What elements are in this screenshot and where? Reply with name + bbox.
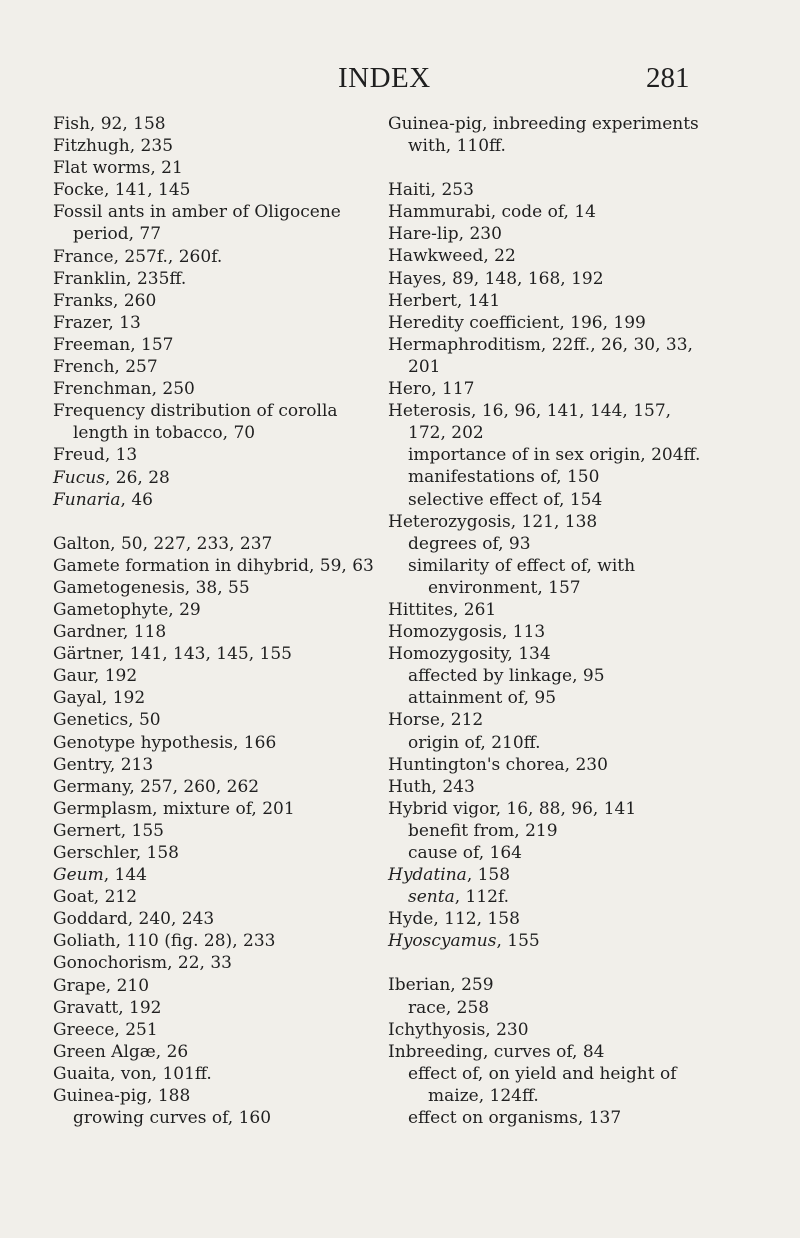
- index-subentry: [388, 886, 714, 908]
- index-entry: Freud, 13: [53, 445, 138, 466]
- index-entry: Genotype hypothesis, 166: [53, 732, 277, 753]
- index-entry: Flat worms, 21: [53, 158, 183, 179]
- index-entry: Haiti, 253: [388, 180, 474, 201]
- index-term-italic: Hyoscyamus: [388, 931, 497, 952]
- index-subentry: cause of, 164: [408, 843, 522, 863]
- letter-gap: [53, 511, 393, 533]
- index-entry: Fitzhugh, 235: [53, 136, 174, 157]
- index-pages: , 112f.: [454, 887, 510, 908]
- index-entry: Goat, 212: [53, 887, 138, 908]
- index-entry: Homozygosis, 113: [388, 622, 546, 643]
- index-entry: Ichythyosis, 230: [388, 1019, 529, 1040]
- index-entry: Franks, 260: [53, 290, 157, 311]
- index-subentry: effect on organisms, 137: [408, 1108, 622, 1129]
- index-subentry: manifestations of, 150: [408, 467, 600, 488]
- index-entry: Gamete formation in dihybrid, 59, 63: [53, 555, 374, 576]
- index-entry: Hawkweed, 22: [388, 246, 516, 267]
- index-entry: Guaita, von, 101ff.: [53, 1063, 212, 1084]
- index-entry: Gaur, 192: [53, 666, 138, 687]
- index-subentry: race, 258: [408, 997, 490, 1018]
- index-entry: Gametogenesis, 38, 55: [53, 577, 250, 598]
- index-entry: Gayal, 192: [53, 688, 146, 709]
- index-term-italic: Funaria: [53, 489, 121, 510]
- index-entry: [388, 864, 714, 886]
- index-subentry: selective effect of, 154: [408, 489, 603, 510]
- index-entry: Guinea-pig, inbreeding experiments with, 110ff.: [388, 114, 699, 157]
- index-term-italic: senta: [408, 887, 455, 908]
- index-entry: [53, 864, 393, 886]
- index-column-left: [53, 113, 393, 1129]
- index-entry: Hyde, 112, 158: [388, 909, 520, 930]
- index-subentry: degrees of, 93: [408, 533, 531, 554]
- index-entry: Genetics, 50: [53, 710, 161, 731]
- index-entry: Hammurabi, code of, 14: [388, 202, 597, 223]
- letter-gap: [388, 952, 714, 974]
- index-entry: Heterozygosis, 121, 138: [388, 511, 598, 532]
- index-entry: Gentry, 213: [53, 754, 154, 775]
- index-entry: Gardner, 118: [53, 622, 167, 643]
- page-number: 281: [646, 62, 690, 94]
- index-entry: Freeman, 157: [53, 334, 174, 355]
- index-entry: Frazer, 13: [53, 312, 141, 333]
- running-head: INDEX: [338, 62, 431, 94]
- index-entry: Frequency distribution of corolla length in tobacco, 70: [53, 401, 338, 444]
- index-entry: Hybrid vigor, 16, 88, 96, 141: [388, 798, 637, 819]
- index-subentry: attainment of, 95: [408, 688, 557, 709]
- index-entry: [388, 930, 714, 952]
- page-header: [0, 62, 800, 102]
- index-subentry: origin of, 210ff.: [408, 732, 541, 753]
- index-entry: Huntington's chorea, 230: [388, 754, 608, 775]
- index-pages: , 155: [496, 931, 540, 952]
- index-entry: Franklin, 235ff.: [53, 268, 187, 289]
- index-entry: Fossil ants in amber of Oligocene period, 77: [53, 202, 341, 245]
- index-subentry: benefit from, 219: [408, 820, 558, 841]
- index-entry: Heredity coefficient, 196, 199: [388, 312, 646, 333]
- index-entry: Fish, 92, 158: [53, 114, 166, 134]
- index-entry: Greece, 251: [53, 1019, 158, 1040]
- index-entry: Gärtner, 141, 143, 145, 155: [53, 644, 292, 665]
- index-subentry: similarity of effect of, with environment, 157: [408, 555, 636, 598]
- index-entry: Green Algæ, 26: [53, 1041, 189, 1062]
- index-entry: Grape, 210: [53, 975, 150, 996]
- index-entry: Gernert, 155: [53, 820, 164, 841]
- index-pages: , 158: [466, 865, 511, 886]
- index-entry: [53, 489, 393, 511]
- index-entry: Gametophyte, 29: [53, 599, 201, 620]
- index-entry: Horse, 212: [388, 710, 484, 731]
- index-term-italic: Geum: [53, 865, 104, 886]
- index-entry: Focke, 141, 145: [53, 180, 191, 201]
- index-entry: Hittites, 261: [388, 599, 497, 620]
- index-entry: Hermaphroditism, 22ff., 26, 30, 33, 201: [388, 334, 693, 377]
- index-entry: Goddard, 240, 243: [53, 909, 215, 930]
- index-entry: Frenchman, 250: [53, 379, 195, 400]
- index-entry: Huth, 243: [388, 776, 475, 797]
- index-entry: Goliath, 110 (fig. 28), 233: [53, 931, 276, 952]
- index-entry: Gonochorism, 22, 33: [53, 953, 232, 974]
- index-entry: Germplasm, mixture of, 201: [53, 798, 295, 819]
- index-entry: Gerschler, 158: [53, 843, 179, 863]
- index-pages: , 144: [103, 865, 147, 886]
- index-subentry: importance of in sex origin, 204ff.: [408, 445, 701, 466]
- index-entry: Herbert, 141: [388, 290, 501, 311]
- index-pages: , 46: [120, 489, 153, 510]
- index-entry: Hare-lip, 230: [388, 224, 502, 245]
- index-entry: Hayes, 89, 148, 168, 192: [388, 268, 604, 289]
- index-term-italic: Hydatina: [388, 865, 467, 886]
- index-entry: Heterosis, 16, 96, 141, 144, 157, 172, 202: [388, 401, 672, 444]
- index-subentry: growing curves of, 160: [73, 1108, 272, 1129]
- index-entry: France, 257f., 260f.: [53, 246, 223, 267]
- index-entry: Guinea-pig, 188: [53, 1086, 191, 1107]
- index-entry: French, 257: [53, 357, 158, 378]
- index-entry: Germany, 257, 260, 262: [53, 776, 260, 797]
- index-entry: Homozygosity, 134: [388, 644, 551, 665]
- index-term-italic: Fucus: [53, 467, 105, 488]
- index-entry: [53, 467, 393, 489]
- index-subentry: affected by linkage, 95: [408, 666, 605, 687]
- letter-gap: [388, 157, 714, 179]
- index-subentry: effect of, on yield and height of maize, 124ff.: [408, 1063, 677, 1106]
- index-pages: , 26, 28: [104, 467, 170, 488]
- index-entry: Iberian, 259: [388, 975, 494, 996]
- index-entry: Hero, 117: [388, 379, 475, 400]
- index-entry: Gravatt, 192: [53, 997, 162, 1018]
- index-entry: Inbreeding, curves of, 84: [388, 1041, 605, 1062]
- index-column-right: [388, 113, 714, 1129]
- index-entry: Galton, 50, 227, 233, 237: [53, 533, 273, 554]
